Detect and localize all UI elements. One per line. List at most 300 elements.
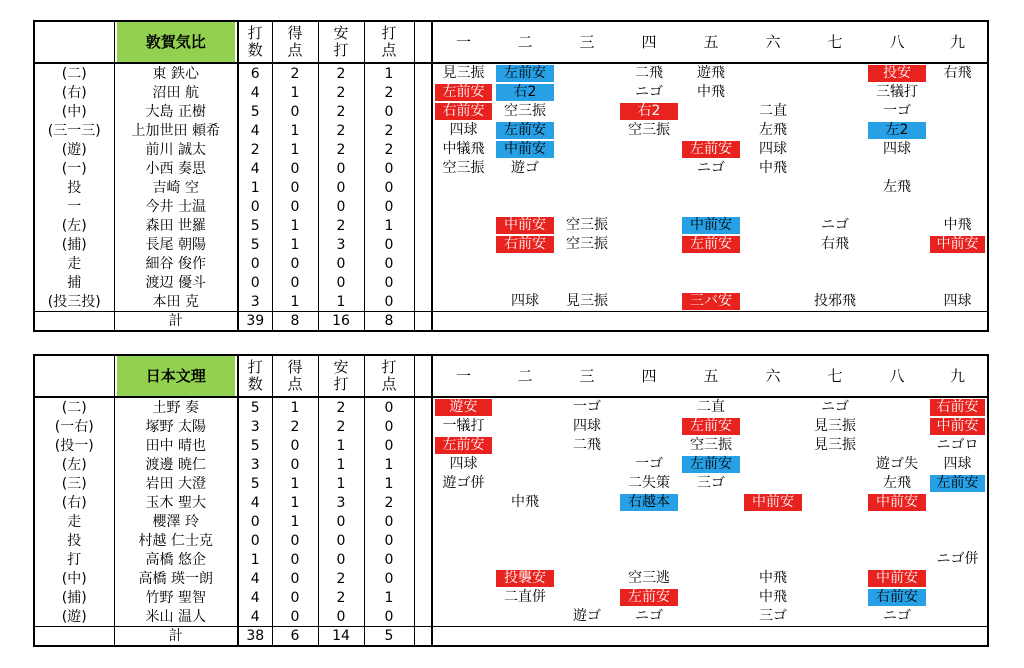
- player-h: 0: [318, 550, 364, 569]
- player-rbi: 0: [364, 254, 414, 273]
- at-bat-result: [558, 570, 616, 587]
- player-ab: 4: [238, 607, 272, 627]
- player-r: 0: [272, 550, 318, 569]
- inning-result: [928, 588, 988, 607]
- player-rbi: 0: [364, 292, 414, 312]
- team-name: 敦賀気比: [117, 22, 236, 62]
- rbi-hit-result: 中前安: [496, 141, 554, 158]
- inning-result: [680, 140, 742, 159]
- player-name: 細谷 俊作: [114, 254, 238, 273]
- player-rbi: 0: [364, 569, 414, 588]
- at-bat-result: [435, 293, 492, 310]
- inning-result: [866, 292, 928, 312]
- inning-result: [432, 512, 494, 531]
- inning-result: [432, 550, 494, 569]
- inning-result: [928, 417, 988, 436]
- player-position: (三一三): [34, 121, 114, 140]
- at-bat-result: [806, 532, 864, 549]
- at-bat-result: [558, 513, 616, 530]
- inning-result: [494, 512, 556, 531]
- inning-header-3: 三: [556, 21, 618, 63]
- inning-result: [680, 512, 742, 531]
- player-rbi: 1: [364, 63, 414, 83]
- at-bat-result: [558, 475, 616, 492]
- player-ab: 4: [238, 159, 272, 178]
- inning-result: [432, 455, 494, 474]
- inning-result: [618, 531, 680, 550]
- player-position: (遊): [34, 140, 114, 159]
- at-bat-result: [744, 274, 802, 291]
- player-h: 2: [318, 216, 364, 235]
- stat-header-char: 打: [247, 358, 263, 376]
- inning-result: [556, 588, 618, 607]
- inning-result: [866, 235, 928, 254]
- at-bat-result: 中飛: [943, 217, 972, 233]
- at-bat-result: [744, 399, 802, 416]
- totals-label: 計: [114, 312, 238, 332]
- at-bat-result: 左飛: [883, 179, 911, 195]
- player-rbi: 0: [364, 102, 414, 121]
- player-h: 0: [318, 254, 364, 273]
- inning-result: [432, 493, 494, 512]
- at-bat-result: [868, 532, 926, 549]
- at-bat-result: [496, 179, 554, 196]
- inning-result: [804, 197, 866, 216]
- player-position: 捕: [34, 273, 114, 292]
- inning-result: [556, 607, 618, 627]
- spacer-cell: [414, 140, 432, 159]
- player-position: (捕): [34, 588, 114, 607]
- stat-header-r: [272, 21, 318, 63]
- at-bat-result: [435, 255, 492, 272]
- inning-header-6: 六: [742, 21, 804, 63]
- at-bat-result: [930, 198, 985, 215]
- spacer-cell: [414, 417, 432, 436]
- inning-header-8: 八: [866, 355, 928, 397]
- player-name: 塚野 太陽: [114, 417, 238, 436]
- inning-result: [494, 63, 556, 83]
- player-rbi: 0: [364, 512, 414, 531]
- total-h: 16: [318, 312, 364, 332]
- inning-result: [866, 178, 928, 197]
- at-bat-result: [682, 551, 740, 568]
- at-bat-result: 空三逃: [628, 570, 670, 586]
- inning-result: [494, 493, 556, 512]
- player-name: 竹野 聖智: [114, 588, 238, 607]
- player-r: 0: [272, 102, 318, 121]
- player-row: [34, 436, 988, 455]
- stat-header-char: 点: [381, 375, 397, 393]
- boxscore-table-nihon-bunri: [33, 354, 989, 647]
- player-ab: 0: [238, 512, 272, 531]
- hit-result: 左前安: [682, 141, 740, 158]
- player-name: 櫻澤 玲: [114, 512, 238, 531]
- player-r: 0: [272, 607, 318, 627]
- inning-result: [928, 550, 988, 569]
- inning-result: [866, 474, 928, 493]
- inning-result: [432, 121, 494, 140]
- inning-result: [618, 140, 680, 159]
- stat-header-rbi: [364, 355, 414, 397]
- inning-result: [804, 512, 866, 531]
- at-bat-result: 見三振: [566, 293, 608, 309]
- player-position: 投: [34, 531, 114, 550]
- at-bat-result: [496, 475, 554, 492]
- inning-result: [928, 63, 988, 83]
- at-bat-result: [682, 274, 740, 291]
- at-bat-result: 二直: [759, 103, 787, 119]
- at-bat-result: [806, 494, 864, 511]
- inning-result: [866, 216, 928, 235]
- inning-result: [742, 140, 804, 159]
- stat-header-ab: [238, 355, 272, 397]
- inning-result: [494, 607, 556, 627]
- at-bat-result: [435, 198, 492, 215]
- at-bat-result: [744, 255, 802, 272]
- player-h: 2: [318, 63, 364, 83]
- stat-header-char: 得: [287, 358, 303, 376]
- inning-result: [494, 588, 556, 607]
- totals-pos: [34, 627, 114, 647]
- spacer-cell: [414, 312, 432, 332]
- totals-innings: [432, 312, 988, 332]
- inning-result: [866, 588, 928, 607]
- inning-result: [804, 417, 866, 436]
- at-bat-result: [930, 513, 985, 530]
- player-ab: 0: [238, 531, 272, 550]
- player-h: 2: [318, 569, 364, 588]
- inning-result: [432, 254, 494, 273]
- player-ab: 5: [238, 235, 272, 254]
- inning-result: [618, 569, 680, 588]
- player-h: 1: [318, 455, 364, 474]
- inning-header-9: 九: [928, 355, 988, 397]
- at-bat-result: 一ゴ: [883, 103, 911, 119]
- at-bat-result: 四球: [943, 456, 972, 472]
- inning-result: [618, 474, 680, 493]
- at-bat-result: 四球: [759, 141, 787, 157]
- inning-header-1: 一: [432, 21, 494, 63]
- inning-header-3: 三: [556, 355, 618, 397]
- spacer-header: [414, 21, 432, 63]
- inning-result: [494, 474, 556, 493]
- stat-header-char: 安: [333, 24, 349, 42]
- at-bat-result: [682, 255, 740, 272]
- player-rbi: 2: [364, 140, 414, 159]
- player-position: (捕): [34, 235, 114, 254]
- inning-result: [928, 159, 988, 178]
- inning-result: [866, 550, 928, 569]
- player-r: 0: [272, 254, 318, 273]
- inning-result: [928, 102, 988, 121]
- inning-result: [866, 140, 928, 159]
- inning-result: [494, 397, 556, 417]
- at-bat-result: [620, 513, 678, 530]
- player-ab: 1: [238, 550, 272, 569]
- inning-result: [618, 159, 680, 178]
- at-bat-result: [435, 236, 492, 253]
- at-bat-result: [868, 418, 926, 435]
- inning-result: [804, 493, 866, 512]
- inning-result: [742, 436, 804, 455]
- inning-result: [866, 159, 928, 178]
- player-ab: 3: [238, 292, 272, 312]
- at-bat-result: 四球: [883, 141, 911, 157]
- at-bat-result: [806, 570, 864, 587]
- inning-result: [928, 474, 988, 493]
- hit-result: 右前安: [435, 103, 492, 120]
- at-bat-result: [744, 437, 802, 454]
- spacer-cell: [414, 178, 432, 197]
- player-ab: 3: [238, 417, 272, 436]
- player-r: 0: [272, 455, 318, 474]
- inning-result: [432, 273, 494, 292]
- at-bat-result: [620, 293, 678, 310]
- player-h: 0: [318, 273, 364, 292]
- player-r: 1: [272, 512, 318, 531]
- at-bat-result: [744, 456, 802, 473]
- spacer-cell: [414, 292, 432, 312]
- at-bat-result: 四球: [943, 293, 972, 309]
- inning-result: [680, 569, 742, 588]
- inning-result: [494, 178, 556, 197]
- inning-result: [618, 455, 680, 474]
- player-position: (左): [34, 216, 114, 235]
- inning-result: [680, 397, 742, 417]
- player-h: 2: [318, 140, 364, 159]
- player-row: [34, 292, 988, 312]
- at-bat-result: [682, 513, 740, 530]
- player-h: 0: [318, 159, 364, 178]
- player-rbi: 1: [364, 455, 414, 474]
- inning-result: [866, 121, 928, 140]
- player-name: 米山 温人: [114, 607, 238, 627]
- inning-result: [680, 474, 742, 493]
- team-header: [114, 355, 238, 397]
- stat-header-char: 点: [381, 41, 397, 59]
- at-bat-result: [682, 494, 740, 511]
- player-h: 2: [318, 83, 364, 102]
- player-row: [34, 417, 988, 436]
- inning-result: [742, 512, 804, 531]
- at-bat-result: 遊ゴ: [511, 160, 539, 176]
- player-h: 1: [318, 436, 364, 455]
- at-bat-result: [744, 551, 802, 568]
- player-row: [34, 159, 988, 178]
- player-ab: 5: [238, 436, 272, 455]
- inning-result: [804, 569, 866, 588]
- hit-result: 中前安: [744, 494, 802, 511]
- player-ab: 4: [238, 83, 272, 102]
- inning-result: [742, 235, 804, 254]
- player-position: (中): [34, 569, 114, 588]
- at-bat-result: ニゴ: [821, 217, 849, 233]
- inning-result: [680, 273, 742, 292]
- inning-result: [618, 254, 680, 273]
- player-h: 2: [318, 121, 364, 140]
- inning-result: [618, 178, 680, 197]
- at-bat-result: [682, 122, 740, 139]
- stat-header-ab: [238, 21, 272, 63]
- at-bat-result: [930, 160, 985, 177]
- at-bat-result: [435, 589, 492, 606]
- player-r: 0: [272, 531, 318, 550]
- inning-result: [804, 531, 866, 550]
- inning-result: [556, 273, 618, 292]
- inning-result: [928, 254, 988, 273]
- player-rbi: 1: [364, 588, 414, 607]
- inning-result: [804, 550, 866, 569]
- at-bat-result: [435, 179, 492, 196]
- at-bat-result: [620, 160, 678, 177]
- player-row: [34, 493, 988, 512]
- inning-result: [866, 273, 928, 292]
- player-ab: 5: [238, 216, 272, 235]
- rbi-hit-result: 右前安: [868, 589, 926, 606]
- inning-result: [556, 102, 618, 121]
- inning-result: [742, 216, 804, 235]
- inning-result: [556, 512, 618, 531]
- player-row: [34, 102, 988, 121]
- total-ab: 39: [238, 312, 272, 332]
- inning-result: [494, 121, 556, 140]
- inning-result: [494, 569, 556, 588]
- player-position: (遊): [34, 607, 114, 627]
- inning-result: [742, 607, 804, 627]
- inning-result: [928, 121, 988, 140]
- at-bat-result: [930, 103, 985, 120]
- player-rbi: 0: [364, 178, 414, 197]
- player-row: [34, 121, 988, 140]
- player-position: (左): [34, 455, 114, 474]
- player-row: [34, 569, 988, 588]
- inning-result: [680, 493, 742, 512]
- inning-result: [742, 569, 804, 588]
- player-row: [34, 235, 988, 254]
- inning-result: [494, 159, 556, 178]
- at-bat-result: [930, 141, 985, 158]
- header-row: [34, 355, 988, 397]
- at-bat-result: [806, 551, 864, 568]
- inning-result: [680, 292, 742, 312]
- at-bat-result: [868, 160, 926, 177]
- team-header: [114, 21, 238, 63]
- at-bat-result: [682, 532, 740, 549]
- at-bat-result: [744, 217, 802, 234]
- inning-result: [928, 531, 988, 550]
- inning-result: [866, 197, 928, 216]
- at-bat-result: 四球: [511, 293, 539, 309]
- inning-result: [556, 63, 618, 83]
- at-bat-result: [620, 198, 678, 215]
- at-bat-result: 左飛: [759, 122, 787, 138]
- player-name: 前川 誠太: [114, 140, 238, 159]
- inning-result: [556, 254, 618, 273]
- stat-header-char: 打: [381, 358, 397, 376]
- totals-row: [34, 627, 988, 647]
- stat-header-char: 打: [333, 41, 349, 59]
- rbi-hit-result: 左前安: [496, 122, 554, 139]
- at-bat-result: 一ゴ: [573, 399, 601, 415]
- at-bat-result: [806, 513, 864, 530]
- player-r: 1: [272, 474, 318, 493]
- at-bat-result: [806, 589, 864, 606]
- at-bat-result: [558, 198, 616, 215]
- inning-result: [742, 273, 804, 292]
- at-bat-result: 遊ゴ失: [876, 456, 918, 472]
- at-bat-result: [558, 494, 616, 511]
- at-bat-result: [435, 570, 492, 587]
- hit-result: 左前安: [682, 418, 740, 435]
- player-row: [34, 178, 988, 197]
- at-bat-result: [558, 141, 616, 158]
- inning-result: [432, 63, 494, 83]
- stat-header-char: 安: [333, 358, 349, 376]
- at-bat-result: [496, 456, 554, 473]
- inning-result: [928, 273, 988, 292]
- spacer-cell: [414, 531, 432, 550]
- at-bat-result: ニゴ: [635, 84, 663, 100]
- total-r: 8: [272, 312, 318, 332]
- at-bat-result: 左飛: [883, 475, 911, 491]
- inning-result: [432, 292, 494, 312]
- inning-result: [804, 292, 866, 312]
- player-name: 本田 克: [114, 292, 238, 312]
- player-rbi: 0: [364, 417, 414, 436]
- stat-header-h: [318, 21, 364, 63]
- player-h: 3: [318, 235, 364, 254]
- player-ab: 4: [238, 588, 272, 607]
- at-bat-result: 見三振: [442, 65, 485, 81]
- spacer-cell: [414, 159, 432, 178]
- inning-header-8: 八: [866, 21, 928, 63]
- spacer-cell: [414, 83, 432, 102]
- player-name: 村越 仁士克: [114, 531, 238, 550]
- inning-result: [928, 607, 988, 627]
- at-bat-result: [868, 437, 926, 454]
- at-bat-result: 二飛: [635, 65, 663, 81]
- player-r: 1: [272, 121, 318, 140]
- at-bat-result: [496, 437, 554, 454]
- player-position: (一): [34, 159, 114, 178]
- inning-result: [618, 197, 680, 216]
- inning-result: [618, 417, 680, 436]
- hit-result: 右2: [620, 103, 678, 120]
- spacer-cell: [414, 607, 432, 627]
- hit-result: 中前安: [496, 217, 554, 234]
- inning-result: [432, 235, 494, 254]
- inning-header-1: 一: [432, 355, 494, 397]
- at-bat-result: [496, 551, 554, 568]
- at-bat-result: 遊ゴ併: [442, 475, 485, 491]
- inning-header-9: 九: [928, 21, 988, 63]
- stat-header-char: 得: [287, 24, 303, 42]
- player-row: [34, 197, 988, 216]
- player-rbi: 1: [364, 474, 414, 493]
- player-r: 0: [272, 588, 318, 607]
- at-bat-result: [558, 456, 616, 473]
- at-bat-result: [744, 84, 802, 101]
- spacer-cell: [414, 121, 432, 140]
- player-name: 高橋 悠企: [114, 550, 238, 569]
- player-position: (右): [34, 493, 114, 512]
- player-position: (二): [34, 63, 114, 83]
- at-bat-result: 空三振: [504, 103, 546, 119]
- at-bat-result: [806, 198, 864, 215]
- player-row: [34, 83, 988, 102]
- inning-result: [742, 197, 804, 216]
- player-rbi: 0: [364, 235, 414, 254]
